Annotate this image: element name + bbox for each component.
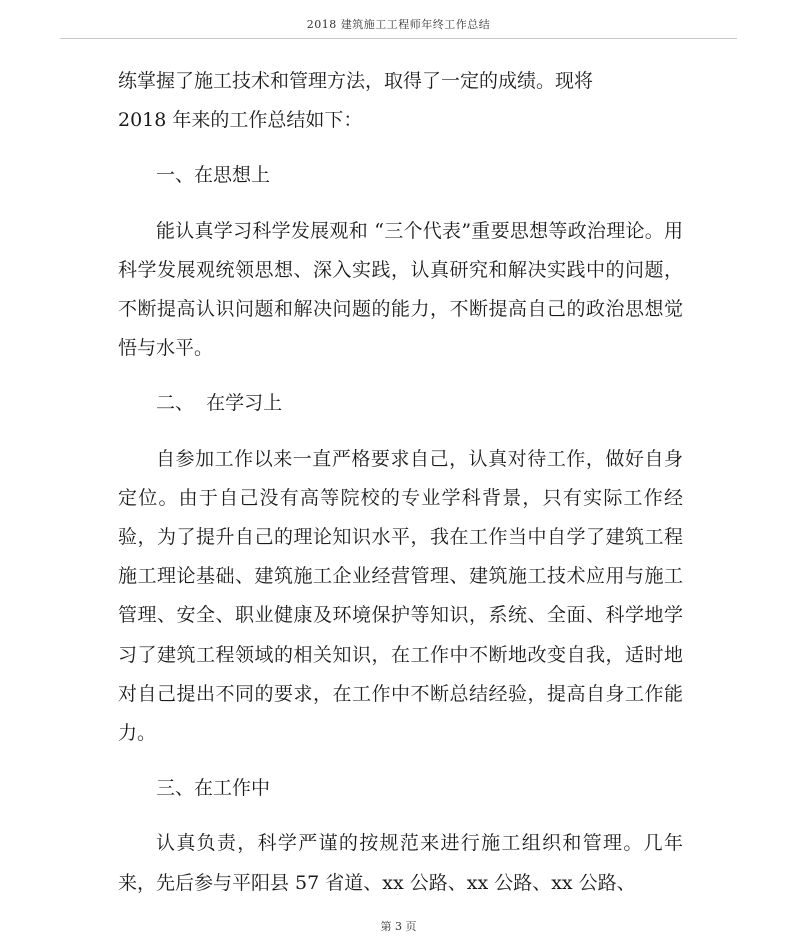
intro-line-1: 练掌握了施工技术和管理方法，取得了一定的成绩。现将: [118, 70, 594, 92]
header-divider: [60, 38, 737, 39]
section-heading-study: 二、 在学习上: [156, 392, 283, 415]
section-heading-thought: 一、在思想上: [156, 164, 271, 187]
section-body-thought: 能认真学习科学发展观和 “三个代表”重要思想等政治理论。用科学发展观统领思想、深入实践，认真研究和解决实践中的问题，不断提高认识问题和解决问题的能力，不断提高自己的政治思想觉悟与水平。: [118, 219, 683, 360]
intro-line-2: 2018 年来的工作总结如下：: [118, 109, 363, 132]
section-body-study: 自参加工作以来一直严格要求自己，认真对待工作，做好自身定位。由于自己没有高等院校的专业学科背景，只有实际工作经验，为了提升自己的理论知识水平，我在工作当中自学了建筑工程施工理论基础、建筑施工企业经营管理、建筑施工技术应用与施工管理、安全、职业健康及环境保护等知识，系统、全面、科学地学习了建筑工程领域的相关知识，在工作中不断地改变自我，适时地对自己提出不同的要求，在工作中不断总结经验，提高自身工作能力。: [118, 447, 683, 745]
page-number: 第 3 页: [380, 920, 417, 933]
page-header: 2018 建筑施工工程师年终工作总结: [306, 18, 491, 31]
section-body-work: 认真负责，科学严谨的按规范来进行施工组织和管理。几年来，先后参与平阳县 57 省道、xx 公路、xx 公路、xx 公路、: [118, 832, 683, 894]
section-heading-work: 三、在工作中: [156, 777, 271, 800]
document-body: [118, 62, 683, 903]
